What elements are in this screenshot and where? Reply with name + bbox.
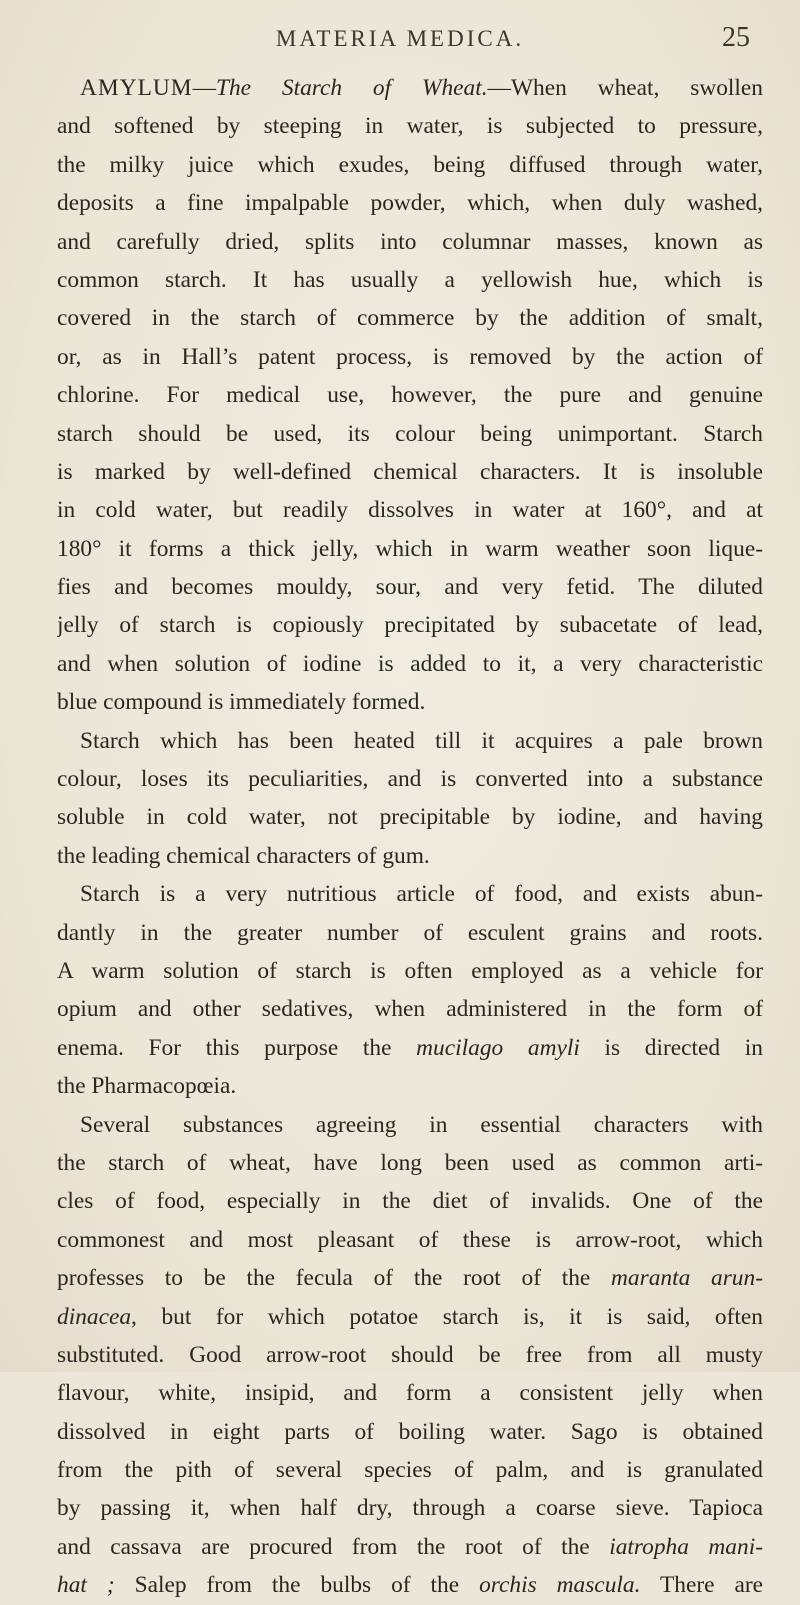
text-span: is directed in xyxy=(579,1034,763,1061)
text-line: Starch is a very nutritious article of food, and exists abun- xyxy=(80,881,763,908)
entry-heading: AMYLUM xyxy=(80,75,193,101)
latin-term: maranta arun- xyxy=(611,1265,763,1292)
text-line xyxy=(57,1298,763,1336)
running-head xyxy=(0,22,800,66)
latin-term: orchis mascula. xyxy=(479,1572,641,1599)
text-line: the leading chemical characters of gum. xyxy=(57,842,430,869)
text-line: in cold water, but readily dissolves in water at 160°, and at xyxy=(57,497,763,524)
latin-term: dinacea, xyxy=(57,1303,137,1330)
italic-subtitle: The Starch of Wheat. xyxy=(215,75,488,101)
text-line xyxy=(57,69,763,107)
text-line: by passing it, when half dry, through a coarse sieve. Tapioca xyxy=(57,1495,763,1522)
text-span: Salep from the bulbs of the xyxy=(114,1572,480,1599)
text-line: jelly of starch is copiously precipitated by subacetate of lead, xyxy=(57,612,763,639)
text-line: opium and other sedatives, when administered in the form of xyxy=(57,996,763,1023)
text-line: blue compound is immediately formed. xyxy=(57,689,426,716)
page-number: 25 xyxy=(722,22,750,53)
text-span: — xyxy=(192,75,216,101)
latin-term: iatropha mani- xyxy=(609,1533,763,1560)
text-line: and carefully dried, splits into columnar masses, known as xyxy=(57,228,763,255)
text-line: covered in the starch of commerce by the addition of smalt, xyxy=(57,305,763,332)
text-line: colour, loses its peculiarities, and is converted into a substance xyxy=(57,766,763,793)
text-span: and cassava are procured from the root of the xyxy=(57,1533,610,1560)
text-line: Starch which has been heated till it acquires a pale brown xyxy=(80,727,763,754)
text-line: Several substances agreeing in essential characters with xyxy=(80,1111,763,1138)
text-line: the Pharmacopœia. xyxy=(57,1073,237,1100)
text-line: common starch. It has usually a yellowish hue, which is xyxy=(57,266,763,293)
text-span: There are xyxy=(640,1572,763,1599)
text-line: flavour, white, insipid, and form a consistent jelly when xyxy=(57,1380,763,1407)
text-line: or, as in Hall’s patent process, is removed by the action of xyxy=(57,343,763,370)
text-line xyxy=(57,1566,763,1604)
text-line: starch should be used, its colour being unimportant. Starch xyxy=(57,420,763,447)
text-line xyxy=(57,1029,763,1067)
running-title: MATERIA MEDICA. xyxy=(275,26,525,51)
text-line: fies and becomes mouldy, sour, and very fetid. The diluted xyxy=(57,574,763,601)
text-line: the starch of wheat, have long been used as common arti- xyxy=(57,1149,763,1176)
text-span: enema. For this purpose the xyxy=(57,1034,417,1061)
text-line: A warm solution of starch is often employed as a vehicle for xyxy=(57,957,763,984)
text-line: and when solution of iodine is added to it, a very characteristic xyxy=(57,650,763,677)
text-line: 180° it forms a thick jelly, which in warm weather soon lique- xyxy=(57,535,763,562)
text-line: from the pith of several species of palm, and is granulated xyxy=(57,1457,763,1484)
text-line: the milky juice which exudes, being diffused through water, xyxy=(57,151,763,178)
text-line: dissolved in eight parts of boiling water. Sago is obtained xyxy=(57,1418,763,1445)
text-line: chlorine. For medical use, however, the pure and genuine xyxy=(57,382,763,409)
text-line: deposits a fine impalpable powder, which, when duly washed, xyxy=(57,190,763,217)
latin-term: hat ; xyxy=(57,1572,115,1599)
text-line xyxy=(57,1259,763,1297)
text-line xyxy=(57,1528,763,1566)
text-line: commonest and most pleasant of these is arrow-root, which xyxy=(57,1226,763,1253)
text-line: dantly in the greater number of esculent grains and roots. xyxy=(57,919,763,946)
latin-term: mucilago amyli xyxy=(416,1034,580,1061)
text-span: but for which potatoe starch is, it is said, often xyxy=(136,1303,763,1330)
body-text xyxy=(57,69,763,1605)
text-line: and softened by steeping in water, is subjected to pressure, xyxy=(57,113,763,140)
text-line: soluble in cold water, not precipitable by iodine, and having xyxy=(57,804,763,831)
text-span: —When wheat, swollen xyxy=(487,75,763,101)
text-line: cles of food, especially in the diet of invalids. One of the xyxy=(57,1188,763,1215)
text-line: is marked by well-defined chemical characters. It is insoluble xyxy=(57,458,763,485)
text-span: professes to be the fecula of the root of the xyxy=(57,1265,612,1292)
text-line: substituted. Good arrow-root should be free from all musty xyxy=(57,1341,763,1368)
